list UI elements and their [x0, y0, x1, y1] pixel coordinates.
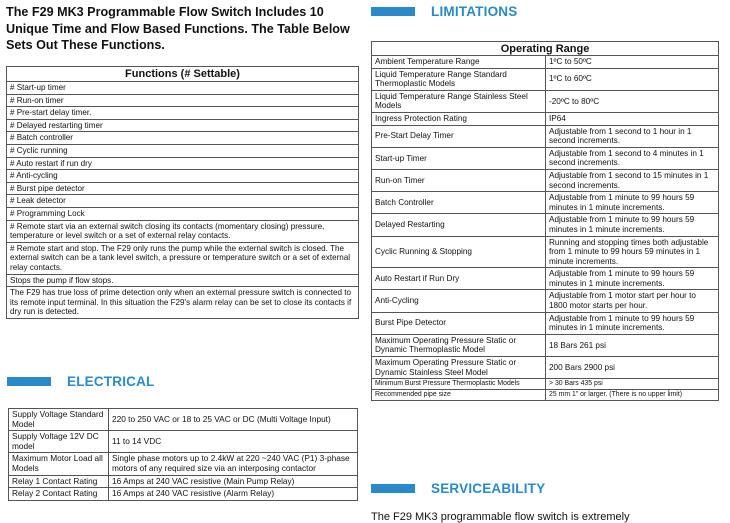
row-label: Liquid Temperature Range Standard Thermoplastic Models	[372, 68, 546, 90]
row-value: 18 Bars 261 psi	[546, 334, 719, 356]
row-value: 16 Amps at 240 VAC resistive (Main Pump Relay)	[109, 475, 358, 488]
row-label: Relay 1 Contact Rating	[9, 475, 109, 488]
function-cell: # Remote start and stop. The F29 only runs the pump while the external switch is closed. The external switch can be a tank level switch, a pressure or temperature switch or a set of external relay contacts.	[7, 242, 359, 274]
limitations-section-heading	[371, 4, 517, 19]
section-title: ELECTRICAL	[67, 374, 155, 389]
table-row	[9, 409, 358, 431]
table-row	[9, 475, 358, 488]
function-cell: # Start-up timer	[7, 82, 359, 95]
table-row	[372, 290, 719, 312]
electrical-section-heading	[7, 374, 155, 389]
table-row	[7, 220, 359, 242]
row-value: Adjustable from 1 minute to 99 hours 59 minutes in 1 minute increments.	[546, 192, 719, 214]
function-cell: # Run-on timer	[7, 94, 359, 107]
table-row	[9, 431, 358, 453]
row-label: Cyclic Running & Stopping	[372, 236, 546, 268]
row-label: Burst Pipe Detector	[372, 312, 546, 334]
section-bar-icon	[371, 484, 415, 493]
table-row	[372, 56, 719, 69]
row-label: Minimum Burst Pressure Thermoplastic Models	[372, 379, 546, 390]
row-label: Maximum Operating Pressure Static or Dynamic Thermoplastic Model	[372, 334, 546, 356]
section-title: SERVICEABILITY	[431, 481, 546, 496]
row-label: Anti-Cycling	[372, 290, 546, 312]
table-row	[7, 94, 359, 107]
row-value: -20ºC to 80ºC	[546, 90, 719, 112]
table-row	[7, 119, 359, 132]
electrical-table	[8, 408, 358, 501]
function-cell: # Pre-start delay timer.	[7, 107, 359, 120]
table-row	[7, 107, 359, 120]
function-cell: # Burst pipe detector	[7, 182, 359, 195]
table-row	[372, 147, 719, 169]
row-label: Ingress Protection Rating	[372, 112, 546, 125]
table-row	[372, 379, 719, 390]
function-cell: The F29 has true loss of prime detection only when an external pressure switch is connected to its remote input terminal. In this situation the F29's alarm relay can be set to close its contacts if dry run is detected.	[7, 287, 359, 319]
function-cell: # Anti-cycling	[7, 170, 359, 183]
table-row	[7, 170, 359, 183]
row-label: Relay 2 Contact Rating	[9, 488, 109, 501]
table-row	[372, 312, 719, 334]
row-label: Supply Voltage Standard Model	[9, 409, 109, 431]
function-cell: # Programming Lock	[7, 207, 359, 220]
row-value: Adjustable from 1 second to 15 minutes in 1 second increments.	[546, 169, 719, 191]
row-value: 25 mm 1" or larger. (There is no upper limit)	[546, 390, 719, 401]
intro-heading: The F29 MK3 Programmable Flow Switch Includes 10 Unique Time and Flow Based Functions. The Table Below Sets Out These Functions.	[6, 5, 350, 52]
table-row	[372, 268, 719, 290]
functions-table	[6, 66, 359, 319]
function-cell: # Auto restart if run dry	[7, 157, 359, 170]
section-bar-icon	[371, 7, 415, 16]
function-cell: # Delayed restarting timer	[7, 119, 359, 132]
row-label: Liquid Temperature Range Stainless Steel Models	[372, 90, 546, 112]
table-row	[372, 68, 719, 90]
operating-range-header: Operating Range	[372, 42, 719, 56]
table-row	[372, 125, 719, 147]
row-value: Adjustable from 1 motor start per hour to 1800 motor starts per hour.	[546, 290, 719, 312]
table-row	[7, 82, 359, 95]
row-value: Adjustable from 1 minute to 99 hours 59 minutes in 1 minute increments.	[546, 312, 719, 334]
table-row	[7, 144, 359, 157]
table-row	[372, 357, 719, 379]
operating-range-table	[371, 41, 719, 401]
table-row	[7, 207, 359, 220]
row-label: Start-up Timer	[372, 147, 546, 169]
functions-header: Functions (# Settable)	[7, 67, 359, 82]
row-value: 11 to 14 VDC	[109, 431, 358, 453]
table-row	[372, 236, 719, 268]
row-value: Adjustable from 1 minute to 99 hours 59 minutes in 1 minute increments.	[546, 268, 719, 290]
row-value: 1ºC to 60ºC	[546, 68, 719, 90]
table-row	[372, 334, 719, 356]
table-row	[7, 242, 359, 274]
section-title: LIMITATIONS	[431, 4, 518, 19]
serviceability-section-heading	[371, 481, 545, 496]
function-cell: # Cyclic running	[7, 144, 359, 157]
table-row	[7, 132, 359, 145]
row-value: Single phase motors up to 2.4kW at 220 ~240 VAC (P1) 3-phase motors of any required size via an interposing contactor	[109, 453, 358, 475]
row-value: Running and stopping times both adjustable from 1 minute to 99 hours 59 minutes in 1 minute increments.	[546, 236, 719, 268]
row-value: Adjustable from 1 minute to 99 hours 59 minutes in 1 minute increments.	[546, 214, 719, 236]
row-label: Delayed Restarting	[372, 214, 546, 236]
table-row	[372, 390, 719, 401]
table-row	[372, 192, 719, 214]
table-row	[7, 287, 359, 319]
section-bar-icon	[7, 377, 51, 386]
table-row	[372, 214, 719, 236]
row-value: 220 to 250 VAC or 18 to 25 VAC or DC (Multi Voltage Input)	[109, 409, 358, 431]
row-value: > 30 Bars 435 psi	[546, 379, 719, 390]
function-cell: # Leak detector	[7, 195, 359, 208]
row-label: Batch Controller	[372, 192, 546, 214]
serviceability-text: The F29 MK3 programmable flow switch is extremely	[371, 511, 630, 523]
row-label: Maximum Motor Load all Models	[9, 453, 109, 475]
table-row	[7, 182, 359, 195]
function-cell: # Batch controller	[7, 132, 359, 145]
row-label: Auto Restart if Run Dry	[372, 268, 546, 290]
function-cell: # Remote start via an external switch closing its contacts (momentary closing) pressure, temperature or level switch or a set of external relay contacts.	[7, 220, 359, 242]
row-value: 16 Amps at 240 VAC resistive (Alarm Relay)	[109, 488, 358, 501]
row-value: IP64	[546, 112, 719, 125]
row-value: 1ºC to 50ºC	[546, 56, 719, 69]
row-label: Run-on Timer	[372, 169, 546, 191]
row-label: Maximum Operating Pressure Static or Dynamic Stainless Steel Model	[372, 357, 546, 379]
row-label: Supply Voltage 12V DC model	[9, 431, 109, 453]
table-row	[9, 453, 358, 475]
row-value: Adjustable from 1 second to 4 minutes in 1 second increments.	[546, 147, 719, 169]
table-row	[7, 274, 359, 287]
table-row	[372, 169, 719, 191]
table-row	[7, 157, 359, 170]
table-row	[7, 195, 359, 208]
row-value: 200 Bars 2900 psi	[546, 357, 719, 379]
row-label: Ambient Temperature Range	[372, 56, 546, 69]
row-label: Pre-Start Delay Timer	[372, 125, 546, 147]
table-row	[9, 488, 358, 501]
table-row	[372, 90, 719, 112]
row-value: Adjustable from 1 second to 1 hour in 1 second increments.	[546, 125, 719, 147]
table-row	[372, 112, 719, 125]
row-label: Recommended pipe size	[372, 390, 546, 401]
function-cell: Stops the pump if flow stops.	[7, 274, 359, 287]
